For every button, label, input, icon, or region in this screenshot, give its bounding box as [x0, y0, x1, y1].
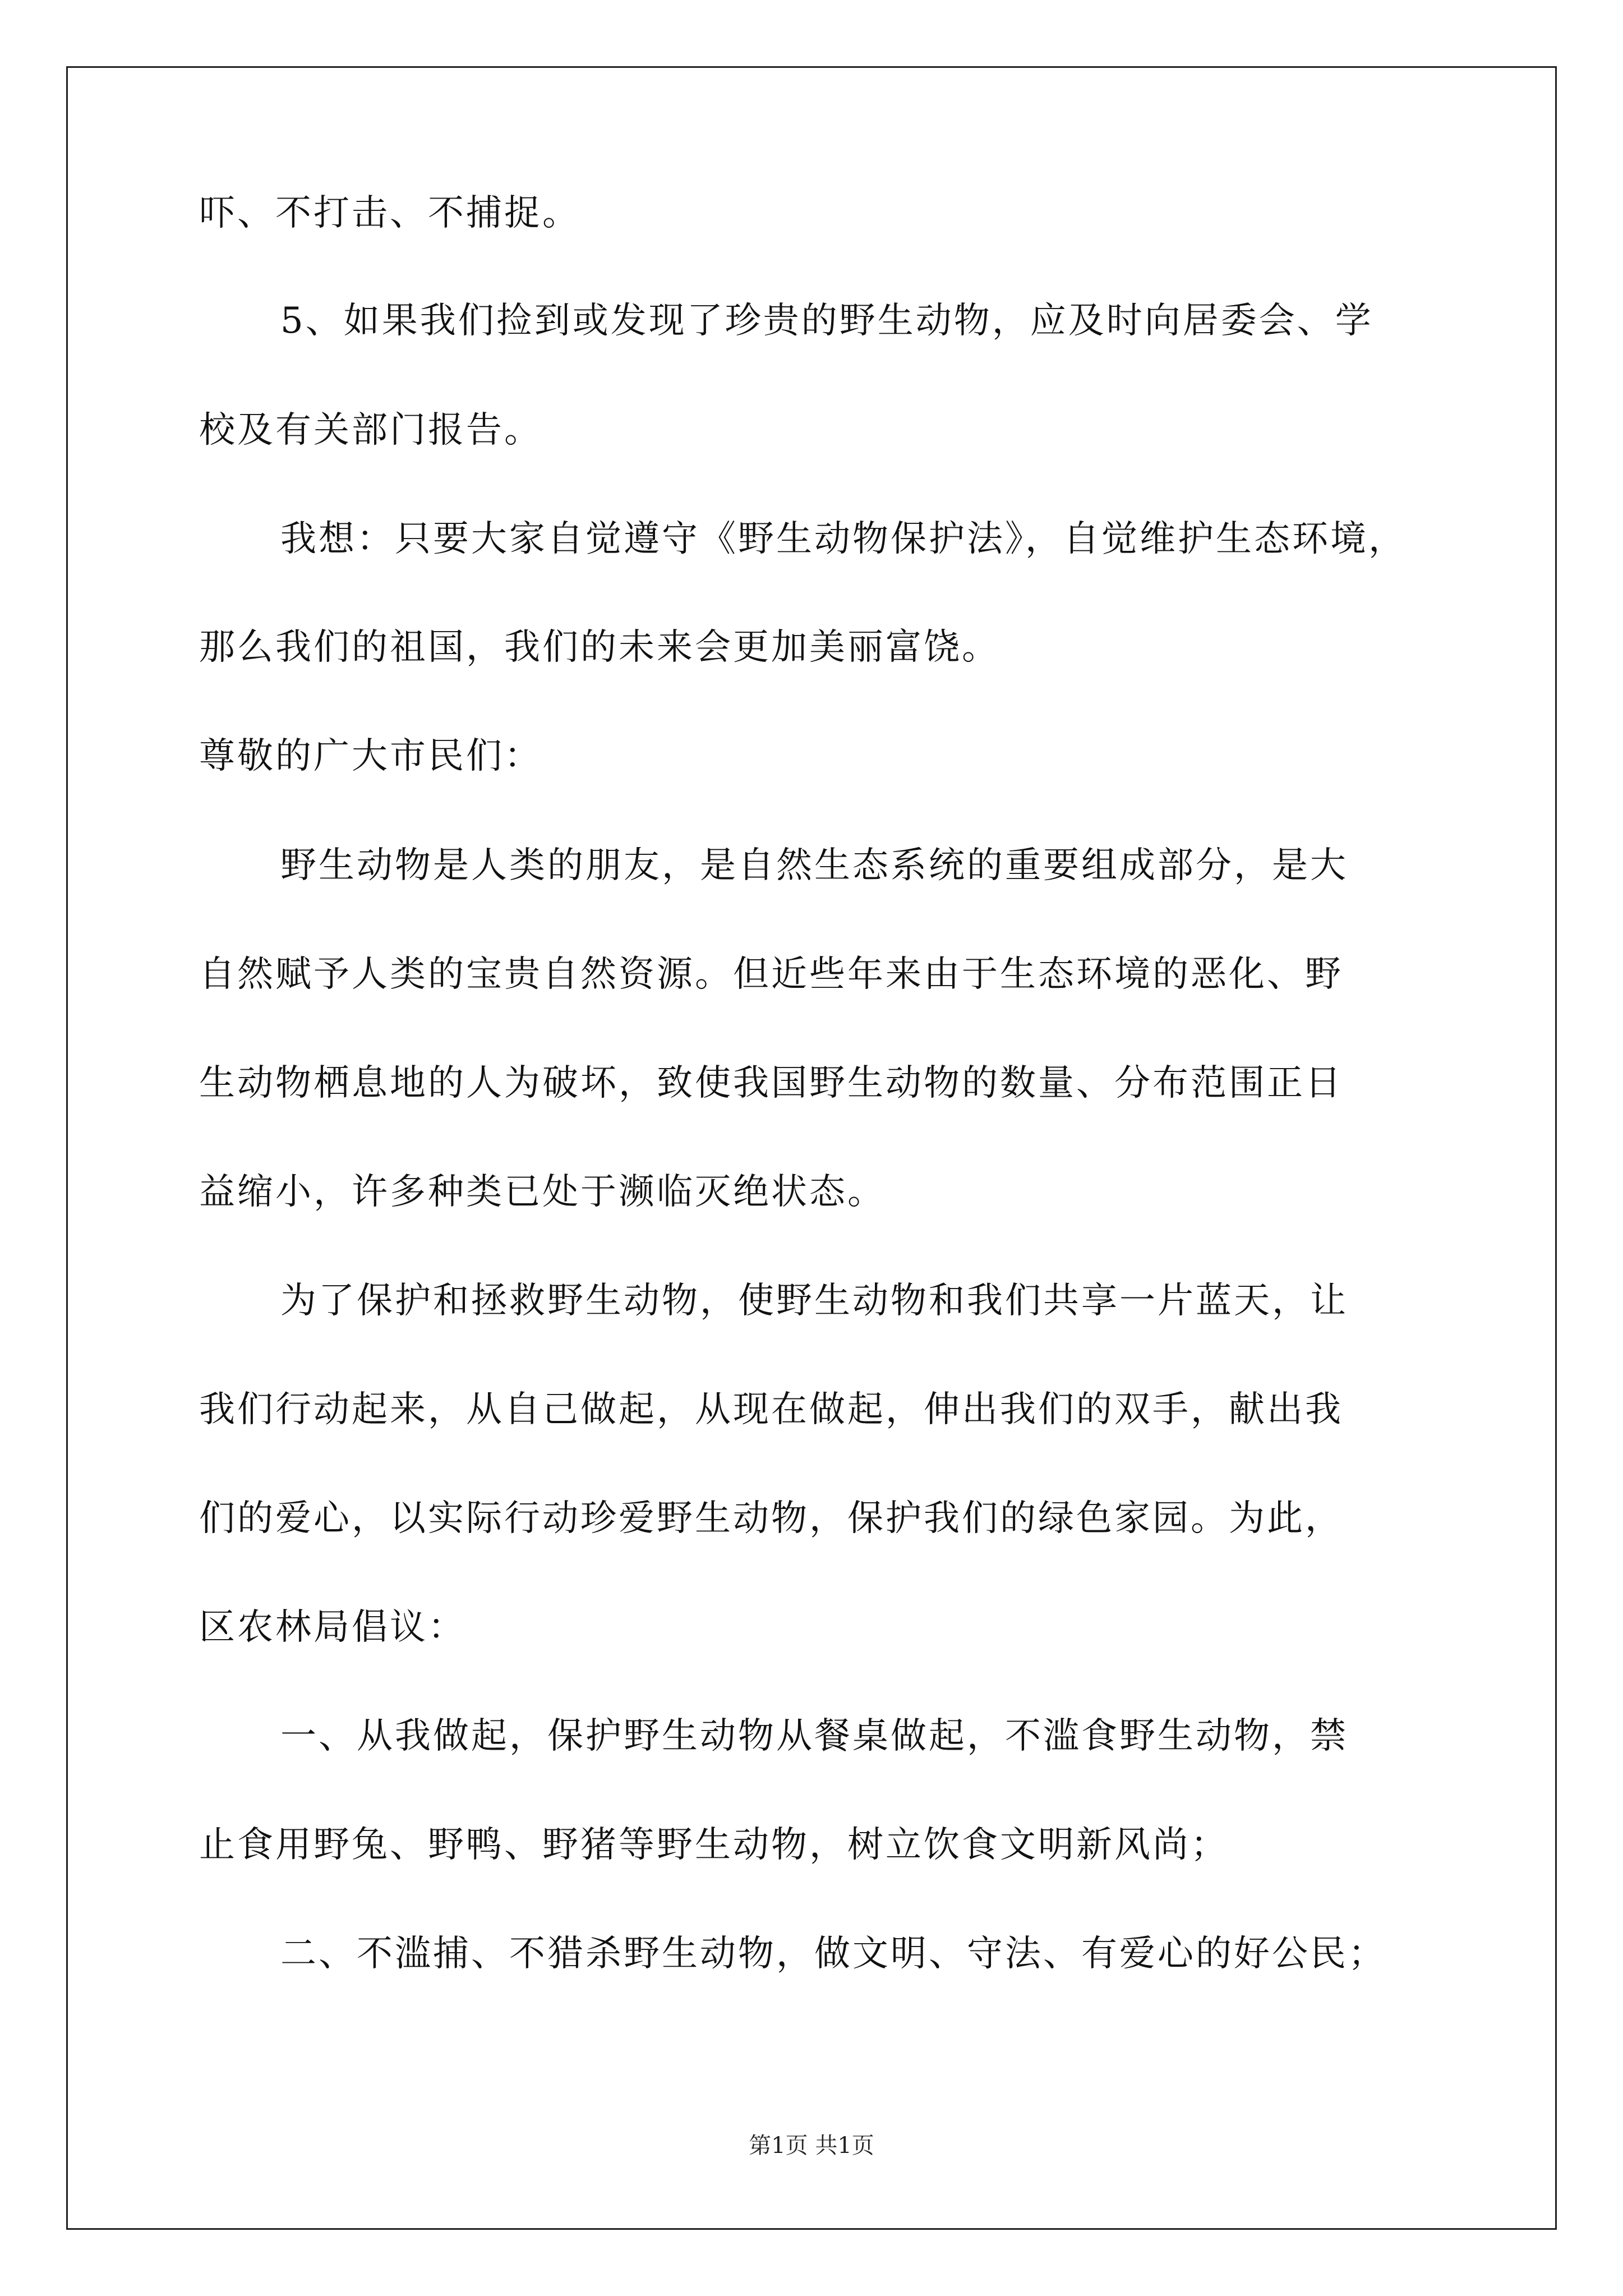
text-line-7: 野生动物是人类的朋友，是自然生态系统的重要组成部分，是大: [280, 845, 1348, 886]
text-line-3: 校及有关部门报告。: [199, 409, 542, 451]
text-line-17: 二、不滥捕、不猎杀野生动物，做文明、守法、有爱心的好公民；: [280, 1933, 1386, 1975]
text-line-5: 那么我们的祖国，我们的未来会更加美丽富饶。: [199, 627, 1000, 668]
text-line-13: 们的爱心，以实际行动珍爱野生动物，保护我们的绿色家园。为此，: [199, 1498, 1343, 1539]
page-border: [66, 66, 1557, 2230]
text-line-12: 我们行动起来，从自己做起，从现在做起，伸出我们的双手，献出我: [199, 1389, 1343, 1430]
text-line-15: 一、从我做起，保护野生动物从餐桌做起，不滥食野生动物，禁: [280, 1715, 1348, 1757]
text-line-4: 我想：只要大家自觉遵守《野生动物保护法》，自觉维护生态环境，: [280, 518, 1407, 560]
text-line-10: 益缩小，许多种类已处于濒临灭绝状态。: [199, 1171, 886, 1213]
text-line-2: 5、如果我们捡到或发现了珍贵的野生动物，应及时向居委会、学: [280, 300, 1373, 342]
text-line-1: 吓、不打击、不捕捉。: [199, 192, 580, 234]
text-line-9: 生动物栖息地的人为破坏，致使我国野生动物的数量、分布范围正日: [199, 1062, 1343, 1104]
page-footer: 第1页 共1页: [749, 2133, 874, 2159]
text-line-11: 为了保护和拯救野生动物，使野生动物和我们共享一片蓝天，让: [280, 1280, 1348, 1322]
text-line-16: 止食用野兔、野鸭、野猪等野生动物，树立饮食文明新风尚；: [199, 1824, 1229, 1866]
text-line-8: 自然赋予人类的宝贵自然资源。但近些年来由于生态环境的恶化、野: [199, 954, 1343, 995]
salutation: 尊敬的广大市民们：: [199, 735, 542, 777]
text-line-14: 区农林局倡议：: [199, 1607, 466, 1648]
